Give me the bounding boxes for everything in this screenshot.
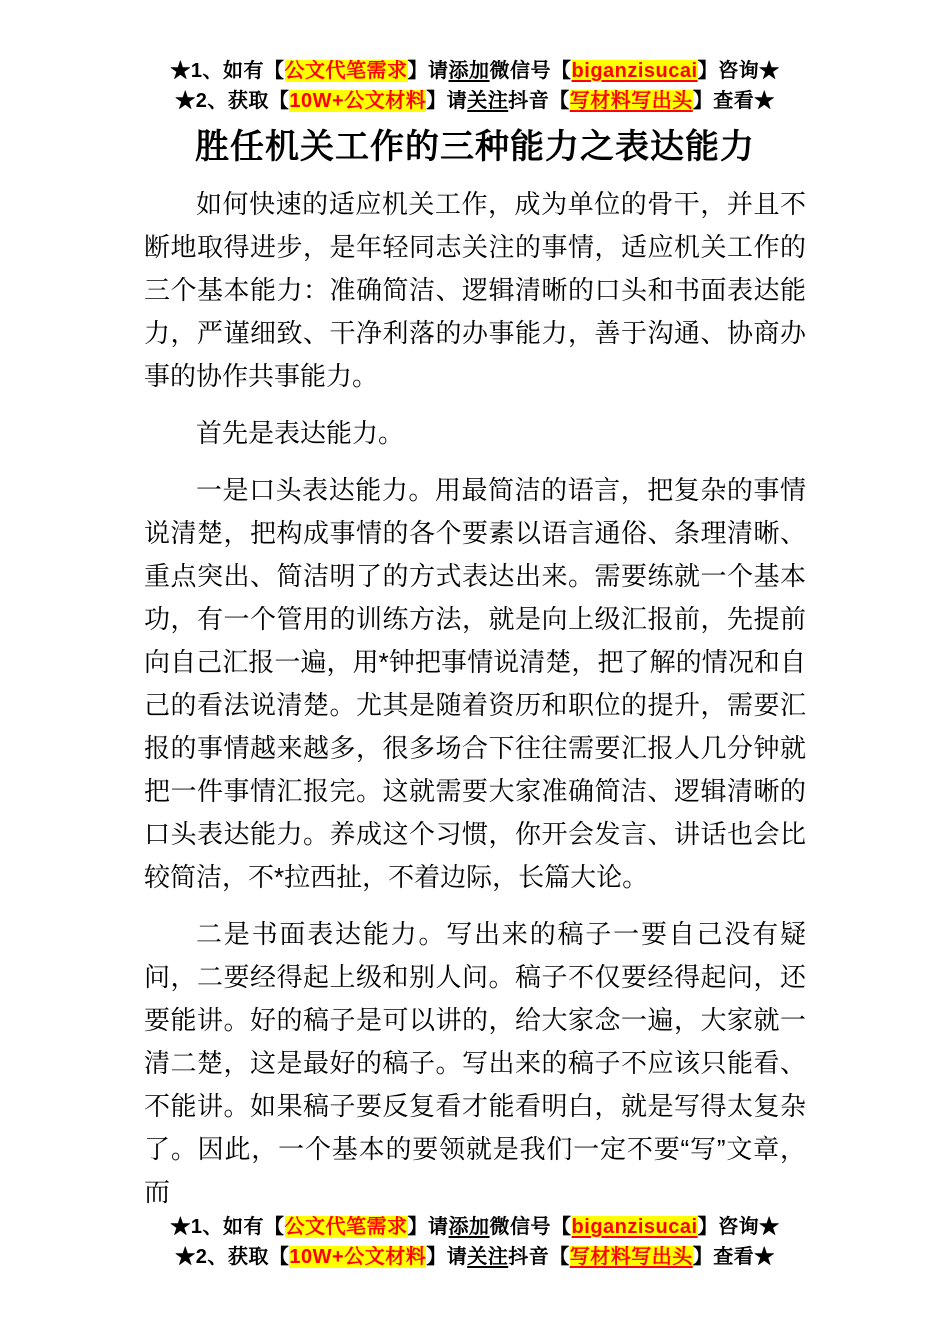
promo-text: ★1、如有【 — [170, 1216, 285, 1238]
promo-footer-line-2 — [0, 1242, 950, 1272]
promo-text: 关注 — [467, 90, 509, 112]
promo-highlight-text: 写材料写出头 — [569, 90, 693, 112]
promo-text: 抖音【 — [508, 1246, 570, 1268]
promo-text: 】请 — [407, 60, 449, 82]
page-title: 胜任机关工作的三种能力之表达能力 — [195, 128, 755, 166]
paragraph-intro: 如何快速的适应机关工作，成为单位的骨干，并且不断地取得进步，是年轻同志关注的事情，适应机关工作的三个基本能力：准确简洁、逻辑清晰的口头和书面表达能力，严谨细致、干净利落的办事能力，善于沟通、协商办事的协作共事能力。 — [144, 189, 806, 391]
promo-highlight-text: biganzisucai — [571, 60, 698, 82]
promo-text: 】请 — [426, 90, 468, 112]
paragraph-section-lead: 首先是表达能力。 — [196, 418, 405, 448]
promo-text: 关注 — [467, 1246, 509, 1268]
promo-highlight-text: 公文代笔需求 — [284, 60, 408, 82]
promo-text: ★2、获取【 — [175, 90, 290, 112]
promo-highlight-text: 公文代笔需求 — [284, 1216, 408, 1238]
promo-highlight-text: biganzisucai — [571, 1216, 698, 1238]
promo-text: 添加 — [448, 1216, 490, 1238]
promo-highlight-text: 写材料写出头 — [569, 1246, 693, 1268]
promo-text: ★2、获取【 — [175, 1246, 290, 1268]
promo-text: 】请 — [407, 1216, 449, 1238]
promo-footer — [0, 1212, 950, 1272]
promo-text: 】咨询★ — [697, 1216, 780, 1238]
promo-text: 】请 — [426, 1246, 468, 1268]
promo-header — [0, 56, 950, 116]
paragraph-oral-expression: 一是口头表达能力。用最简洁的语言，把复杂的事情说清楚，把构成事情的各个要素以语言通俗、条理清晰、重点突出、简洁明了的方式表达出来。需要练就一个基本功，有一个管用的训练方法，就是向上级汇报前，先提前向自己汇报一遍，用*钟把事情说清楚，把了解的情况和自己的看法说清楚。尤其是随着资历和职位的提升，需要汇报的事情越来越多，很多场合下往往需要汇报人几分钟就把一件事情汇报完。这就需要大家准确简洁、逻辑清晰的口头表达能力。养成这个习惯，你开会发言、讲话也会比较简洁，不*拉西扯，不着边际，长篇大论。 — [144, 475, 806, 892]
promo-footer-line-1 — [0, 1212, 950, 1242]
promo-header-line-2 — [0, 86, 950, 116]
promo-text: 微信号【 — [489, 1216, 572, 1238]
promo-text: 】查看★ — [692, 90, 775, 112]
paragraph-written-expression: 二是书面表达能力。写出来的稿子一要自己没有疑问，二要经得起上级和别人问。稿子不仅要经得起问，还要能讲。好的稿子是可以讲的，给大家念一遍，大家就一清二楚，这是最好的稿子。写出来的稿子不应该只能看、不能讲。如果稿子要反复看才能看明白，就是写得太复杂了。因此，一个基本的要领就是我们一定不要“写”文章，而 — [144, 919, 806, 1207]
promo-text: 】咨询★ — [697, 60, 780, 82]
promo-text: 添加 — [448, 60, 490, 82]
promo-text: 微信号【 — [489, 60, 572, 82]
promo-text: ★1、如有【 — [170, 60, 285, 82]
document-body — [144, 183, 806, 1228]
promo-highlight-text: 10W+公文材料 — [289, 1246, 427, 1268]
promo-text: 抖音【 — [508, 90, 570, 112]
promo-text: 】查看★ — [692, 1246, 775, 1268]
promo-header-line-1 — [0, 56, 950, 86]
promo-highlight-text: 10W+公文材料 — [289, 90, 427, 112]
